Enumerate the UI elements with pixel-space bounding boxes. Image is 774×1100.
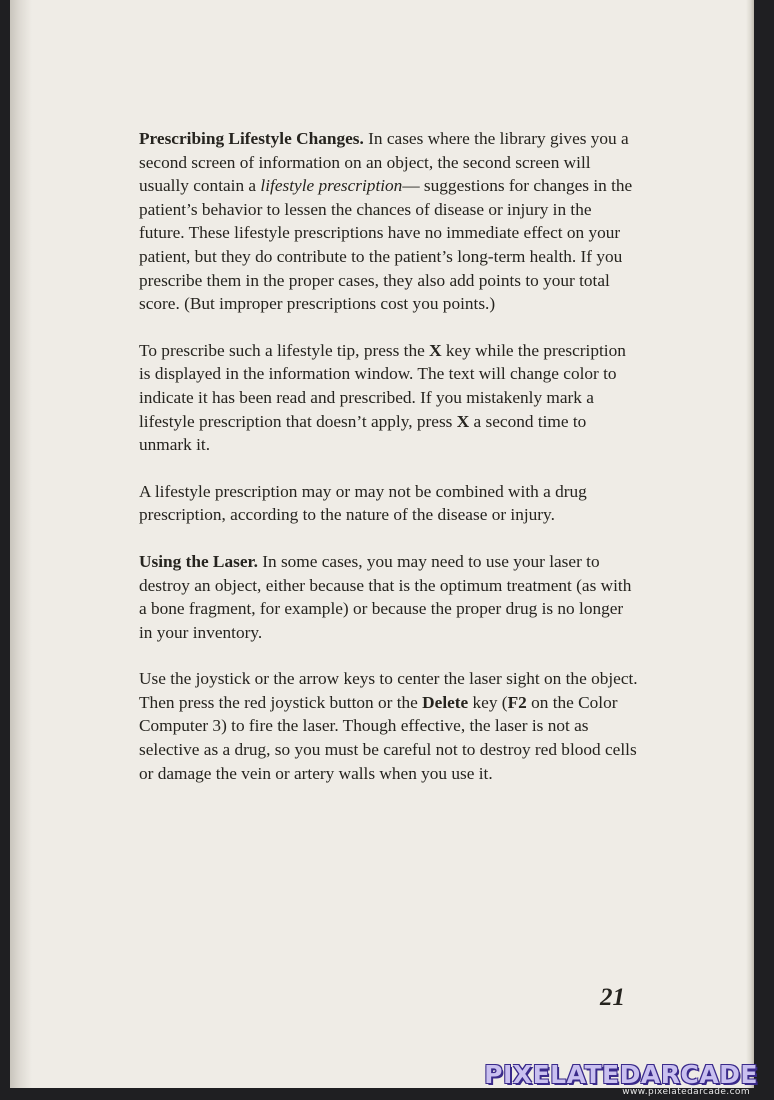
paragraph-prescribe-tip: To prescribe such a lifestyle tip, press the X key while the prescription is displayed in the information window. The text will change color to indicate it has been read and prescribed. If you mistakenly mark a lifestyle prescription that doesn’t apply, press X a second time to unmark it. bbox=[139, 340, 626, 455]
manual-page bbox=[10, 0, 754, 1088]
key-label: X bbox=[456, 411, 470, 431]
page-edge-shadow bbox=[746, 0, 754, 1088]
key-label: F2 bbox=[507, 692, 527, 712]
section-heading-laser: Using the Laser. bbox=[139, 551, 258, 571]
section-heading-lifestyle: Prescribing Lifestyle Changes. bbox=[139, 129, 364, 148]
watermark bbox=[0, 1060, 774, 1100]
paragraph-using-laser: Using the Laser. In some cases, you may need to use your laser to destroy an object, either because that is the optimum treatment (as with a bone fragment, for example) or because the proper drug is no longer in your inventory. bbox=[139, 551, 632, 642]
key-label: X bbox=[429, 340, 442, 360]
paragraph-lifestyle-changes: Prescribing Lifestyle Changes. In cases where the library gives you a second screen of information on an object, the second screen will usually contain a lifestyle prescription— suggestions for changes in the patient’s behavior to lessen the chances of disease or injury in the future. These lifestyle prescriptions have no immediate effect on your patient, but they do contribute to the patient’s long-term health. If you prescribe them in the proper cases, they also add points to your total score. (But improper prescriptions cost you points.) bbox=[139, 129, 633, 314]
page-body bbox=[139, 127, 639, 808]
key-label: Delete bbox=[422, 692, 469, 712]
watermark-logo-text: PIXELATEDARCADE bbox=[484, 1060, 758, 1089]
paragraph-combined-prescription: A lifestyle prescription may or may not be combined with a drug prescription, according to the nature of the disease or injury. bbox=[139, 481, 587, 525]
page-number: 21 bbox=[600, 984, 625, 1011]
paragraph-laser-controls: Use the joystick or the arrow keys to center the laser sight on the object. Then press the red joystick button or the Delete key (F2 on the Color Computer 3) to fire the laser. Though effective, the laser is not as selective as a drug, so you must be careful not to destroy red blood cells or damage the vein or artery walls when you use it. bbox=[139, 669, 638, 783]
watermark-url: www.pixelatedarcade.com bbox=[622, 1087, 750, 1097]
page-spine-shadow bbox=[10, 0, 32, 1088]
